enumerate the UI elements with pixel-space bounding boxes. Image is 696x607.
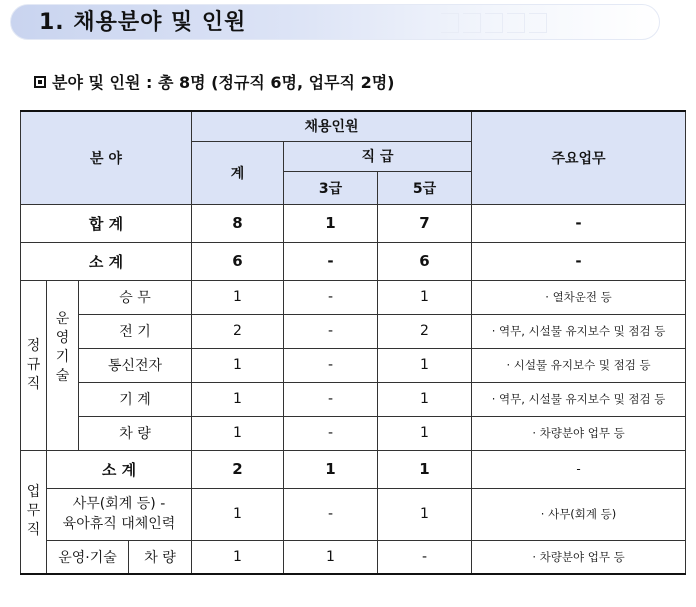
count-grade3: 1 bbox=[284, 540, 378, 574]
banner-decoration bbox=[463, 13, 481, 33]
table-row bbox=[21, 540, 686, 574]
field-group: 운영·기술 bbox=[47, 540, 129, 574]
regular-group-label: 정 규 직 bbox=[21, 280, 47, 450]
field-name: 차 량 bbox=[79, 416, 192, 450]
grand-total-label: 합 계 bbox=[21, 204, 192, 242]
count-total: 1 bbox=[192, 416, 284, 450]
count-total: 1 bbox=[192, 280, 284, 314]
duties: · 차량분야 업무 등 bbox=[472, 540, 686, 574]
table-row bbox=[21, 416, 686, 450]
duties: · 사무(회계 등) bbox=[472, 488, 686, 540]
duties: · 역무, 시설물 유지보수 및 점검 등 bbox=[472, 382, 686, 416]
count-grade5: 1 bbox=[378, 348, 472, 382]
duties: · 차량분야 업무 등 bbox=[472, 416, 686, 450]
count-grade5: 1 bbox=[378, 382, 472, 416]
count-grade5: 2 bbox=[378, 314, 472, 348]
grand-total-grade5: 7 bbox=[378, 204, 472, 242]
count-grade5: 1 bbox=[378, 488, 472, 540]
regular-subtotal-duties: - bbox=[472, 242, 686, 280]
count-grade3: - bbox=[284, 488, 378, 540]
regular-subtotal-label: 소 계 bbox=[21, 242, 192, 280]
contract-subtotal-grade3: 1 bbox=[284, 450, 378, 488]
operation-tech-label: 운 영 기 술 bbox=[47, 280, 79, 416]
grand-total-duties: - bbox=[472, 204, 686, 242]
count-grade5: 1 bbox=[378, 416, 472, 450]
grand-total-count: 8 bbox=[192, 204, 284, 242]
contract-subtotal-count: 2 bbox=[192, 450, 284, 488]
count-grade3: - bbox=[284, 280, 378, 314]
table-row bbox=[21, 314, 686, 348]
header-total: 계 bbox=[192, 141, 284, 204]
count-grade5: 1 bbox=[378, 280, 472, 314]
section-title: 1. 채용분야 및 인원 bbox=[39, 10, 247, 35]
count-total: 1 bbox=[192, 540, 284, 574]
grand-total-grade3: 1 bbox=[284, 204, 378, 242]
count-total: 1 bbox=[192, 382, 284, 416]
count-total: 1 bbox=[192, 348, 284, 382]
field-name: 통신전자 bbox=[79, 348, 192, 382]
banner-decoration bbox=[529, 13, 547, 33]
banner-decoration bbox=[485, 13, 503, 33]
field-name: 전 기 bbox=[79, 314, 192, 348]
count-grade3: - bbox=[284, 416, 378, 450]
contract-subtotal-duties: - bbox=[472, 450, 686, 488]
banner-decoration bbox=[441, 13, 459, 33]
table-row bbox=[21, 382, 686, 416]
header-grade5: 5급 bbox=[378, 171, 472, 204]
contract-subtotal-row bbox=[21, 450, 686, 488]
count-grade3: - bbox=[284, 348, 378, 382]
table-row bbox=[21, 280, 686, 314]
field-name: 차 량 bbox=[129, 540, 192, 574]
field-name: 사무(회계 등) - 육아휴직 대체인력 bbox=[47, 488, 192, 540]
count-grade3: - bbox=[284, 314, 378, 348]
regular-subtotal-grade3: - bbox=[284, 242, 378, 280]
contract-group-label: 업 무 직 bbox=[21, 450, 47, 574]
header-grade3: 3급 bbox=[284, 171, 378, 204]
duties: · 역무, 시설물 유지보수 및 점검 등 bbox=[472, 314, 686, 348]
count-total: 2 bbox=[192, 314, 284, 348]
count-grade3: - bbox=[284, 382, 378, 416]
operation-tech-spacer bbox=[47, 416, 79, 450]
field-name: 기 계 bbox=[79, 382, 192, 416]
duties: · 시설물 유지보수 및 점검 등 bbox=[472, 348, 686, 382]
hiring-table-grid bbox=[20, 110, 686, 575]
field-name: 승 무 bbox=[79, 280, 192, 314]
summary-text: 분야 및 인원 : 총 8명 (정규직 6명, 업무직 2명) bbox=[52, 73, 395, 92]
square-bullet-icon bbox=[34, 76, 46, 88]
regular-subtotal-count: 6 bbox=[192, 242, 284, 280]
count-grade5: - bbox=[378, 540, 472, 574]
section-banner bbox=[10, 4, 660, 40]
contract-subtotal-grade5: 1 bbox=[378, 450, 472, 488]
banner-decoration bbox=[507, 13, 525, 33]
grand-total-row bbox=[21, 204, 686, 242]
summary-heading bbox=[34, 72, 394, 94]
header-grade: 직 급 bbox=[284, 141, 472, 171]
duties: · 열차운전 등 bbox=[472, 280, 686, 314]
header-duties: 주요업무 bbox=[472, 111, 686, 204]
regular-subtotal-row bbox=[21, 242, 686, 280]
regular-subtotal-grade5: 6 bbox=[378, 242, 472, 280]
contract-subtotal-label: 소 계 bbox=[47, 450, 192, 488]
header-field: 분 야 bbox=[21, 111, 192, 204]
count-total: 1 bbox=[192, 488, 284, 540]
table-row bbox=[21, 488, 686, 540]
header-hiring: 채용인원 bbox=[192, 111, 472, 141]
table-row bbox=[21, 348, 686, 382]
